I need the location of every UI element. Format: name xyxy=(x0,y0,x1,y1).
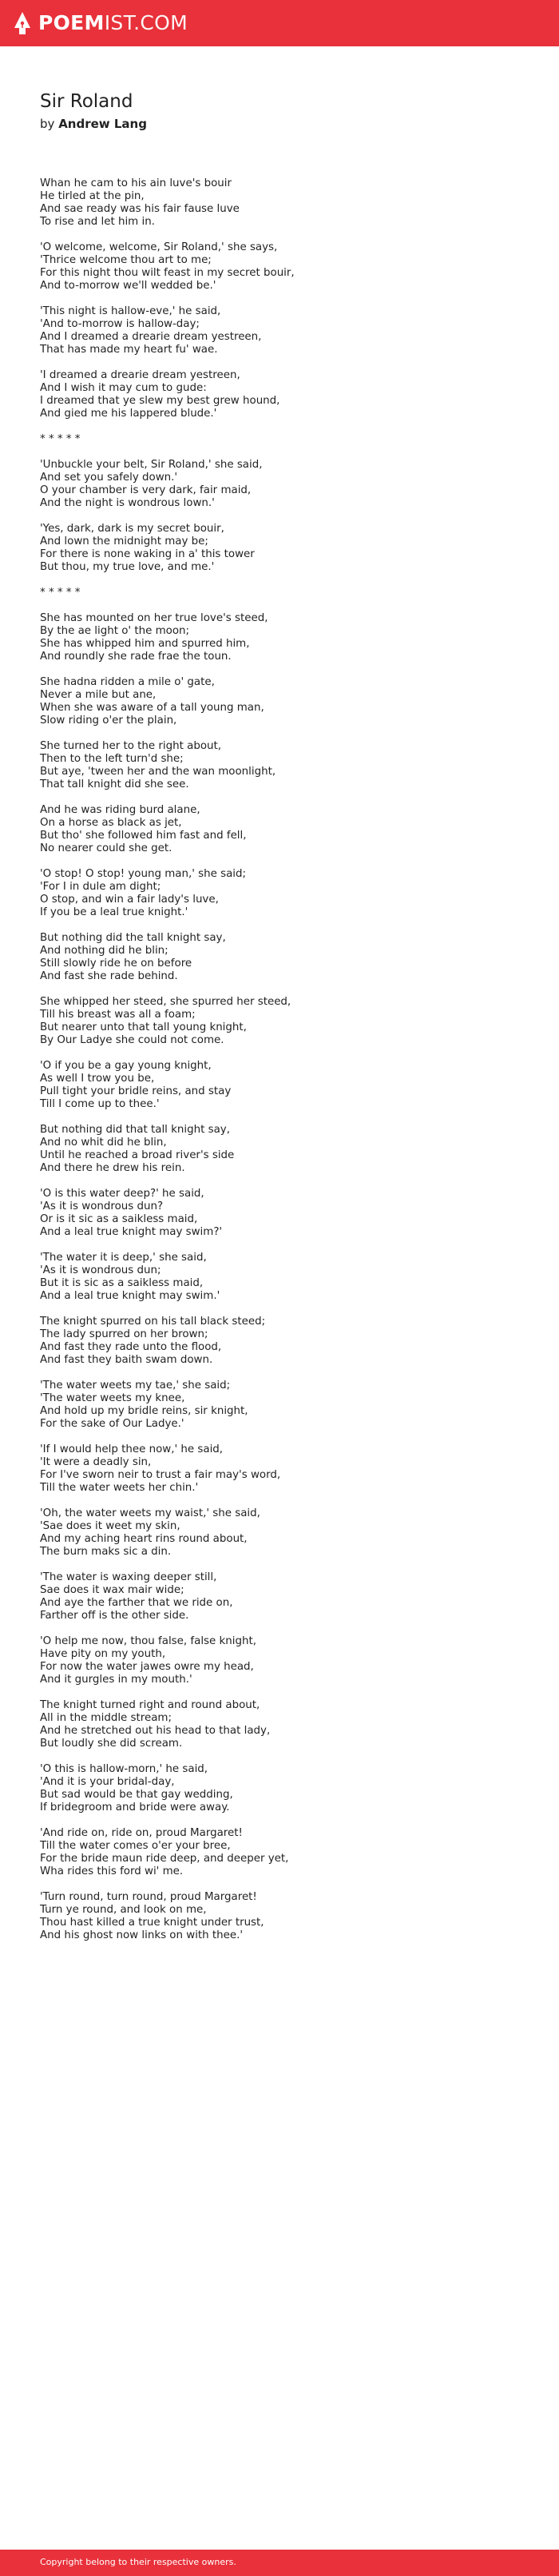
stanza xyxy=(40,740,535,791)
stanza xyxy=(40,1507,535,1559)
poem-line: By the ae light o' the moon; xyxy=(40,625,190,637)
poem-byline xyxy=(40,116,147,132)
poem-line: But nearer unto that tall young knight, xyxy=(40,1021,247,1033)
poem-line: Or is it sic as a saikless maid, xyxy=(40,1213,198,1225)
poem-line: But loudly she did scream. xyxy=(40,1738,183,1750)
poem-line: 'Sae does it weet my skin, xyxy=(40,1520,180,1532)
poem-line: Till the water comes o'er your bree, xyxy=(40,1840,231,1852)
stanza xyxy=(40,996,535,1047)
poem-line: Have pity on my youth, xyxy=(40,1648,166,1660)
poem-line: O stop, and win a fair lady's luve, xyxy=(40,894,219,906)
poem-line: She whipped her steed, she spurred her steed, xyxy=(40,996,291,1008)
poem-line: And a leal true knight may swim?' xyxy=(40,1226,223,1238)
poem-line: 'Turn round, turn round, proud Margaret! xyxy=(40,1891,257,1903)
stanza xyxy=(40,676,535,727)
poem-line: Pull tight your bridle reins, and stay xyxy=(40,1085,232,1097)
poem-line: And to-morrow we'll wedded be.' xyxy=(40,280,216,292)
poem-line: And a leal true knight may swim.' xyxy=(40,1290,220,1302)
poem-line: 'And ride on, ride on, proud Margaret! xyxy=(40,1827,243,1839)
stanza xyxy=(40,523,535,574)
stanza xyxy=(40,1060,535,1111)
poem-line: 'Thrice welcome thou art to me; xyxy=(40,254,212,266)
byline-prefix: by xyxy=(40,117,55,131)
stanza xyxy=(40,868,535,919)
poem-line: 'Oh, the water weets my waist,' she said, xyxy=(40,1507,260,1519)
stanza xyxy=(40,587,535,599)
poem-line: O your chamber is very dark, fair maid, xyxy=(40,484,252,496)
poem-line: Whan he cam to his ain luve's bouir xyxy=(40,177,232,189)
poem-line: 'The water is waxing deeper still, xyxy=(40,1571,217,1583)
poem-line: And lown the midnight may be; xyxy=(40,536,208,547)
stanza xyxy=(40,1380,535,1431)
stanza xyxy=(40,1571,535,1622)
poem-line: For this night thou wilt feast in my secret bouir, xyxy=(40,267,295,279)
poem-line: 'If I would help thee now,' he said, xyxy=(40,1443,224,1455)
site-header xyxy=(0,0,559,46)
stanza xyxy=(40,1827,535,1878)
poem-line: She turned her to the right about, xyxy=(40,740,221,752)
poem-line: 'As it is wondrous dun? xyxy=(40,1200,164,1212)
poem-line: Thou hast killed a true knight under trust, xyxy=(40,1917,264,1929)
poem-line: By Our Ladye she could not come. xyxy=(40,1034,224,1046)
poem-line: Sae does it wax mair wide; xyxy=(40,1584,184,1596)
poem-line: 'O this is hallow-morn,' he said, xyxy=(40,1763,208,1775)
poem-line: And set you safely down.' xyxy=(40,472,178,484)
poem-line: For there is none waking in a' this tower xyxy=(40,548,255,560)
poem-line: And the night is wondrous lown.' xyxy=(40,497,215,509)
poem-line: The burn maks sic a din. xyxy=(40,1546,172,1558)
poem-line: The lady spurred on her brown; xyxy=(40,1328,208,1340)
stanza xyxy=(40,1252,535,1303)
poem-line: When she was aware of a tall young man, xyxy=(40,702,264,714)
poem-line: If bridegroom and bride were away. xyxy=(40,1802,230,1814)
poem-line: And roundly she rade frae the toun. xyxy=(40,651,232,663)
poem-line: 'It were a deadly sin, xyxy=(40,1456,152,1468)
stanza xyxy=(40,932,535,983)
poem-line: She has whipped him and spurred him, xyxy=(40,638,250,650)
stanza xyxy=(40,241,535,293)
brand-name-light: IST.COM xyxy=(104,11,188,34)
poem-line: Until he reached a broad river's side xyxy=(40,1149,235,1161)
poem-line: Slow riding o'er the plain, xyxy=(40,715,177,727)
poem-line: Till I come up to thee.' xyxy=(40,1098,160,1110)
stanza xyxy=(40,1124,535,1175)
poem-line: Still slowly ride he on before xyxy=(40,958,192,969)
poem-line: 'I dreamed a drearie dream yestreen, xyxy=(40,369,240,381)
poem-line: I dreamed that ye slew my best grew hound, xyxy=(40,395,280,407)
poem-line: The knight turned right and round about, xyxy=(40,1699,260,1711)
poem-line: For now the water jawes owre my head, xyxy=(40,1661,254,1673)
poem-line: 'For I in dule am dight; xyxy=(40,881,161,893)
brand-name xyxy=(38,12,188,34)
poem-line: On a horse as black as jet, xyxy=(40,817,182,829)
stanza xyxy=(40,369,535,420)
poem-line: And fast they baith swam down. xyxy=(40,1354,213,1366)
poem-line: And aye the farther that we ride on, xyxy=(40,1597,233,1609)
stanza xyxy=(40,804,535,855)
poem-line: But sad would be that gay wedding, xyxy=(40,1789,233,1801)
stanza xyxy=(40,1188,535,1239)
poem-line: For the bride maun ride deep, and deeper yet, xyxy=(40,1853,289,1865)
poem-line: And his ghost now links on with thee.' xyxy=(40,1929,244,1941)
poem-body xyxy=(40,177,535,1955)
poem-line: 'O help me now, thou false, false knight, xyxy=(40,1635,256,1647)
stanza xyxy=(40,1316,535,1367)
poem-line: 'The water it is deep,' she said, xyxy=(40,1252,207,1264)
poem-line: 'This night is hallow-eve,' he said, xyxy=(40,305,221,317)
poem-line: And there he drew his rein. xyxy=(40,1162,185,1174)
poem-line: 'Unbuckle your belt, Sir Roland,' she said, xyxy=(40,459,263,471)
poem-line: As well I trow you be, xyxy=(40,1073,155,1085)
poem-line: 'As it is wondrous dun; xyxy=(40,1264,161,1276)
brand-name-bold: POEM xyxy=(38,11,105,34)
poem-line: And sae ready was his fair fause luve xyxy=(40,203,240,215)
stanza xyxy=(40,1891,535,1942)
poem-line: For the sake of Our Ladye.' xyxy=(40,1418,184,1430)
poem-line: But tho' she followed him fast and fell, xyxy=(40,830,247,842)
poem-line: To rise and let him in. xyxy=(40,216,155,228)
poem-line: That tall knight did she see. xyxy=(40,778,189,790)
copyright-notice: Copyright belong to their respective owners. xyxy=(40,2557,236,2567)
poem-line: 'O welcome, welcome, Sir Roland,' she says, xyxy=(40,241,278,253)
poem-line: But thou, my true love, and me.' xyxy=(40,561,215,573)
poem-line: Farther off is the other side. xyxy=(40,1610,189,1622)
poem-line: And fast they rade unto the flood, xyxy=(40,1341,222,1353)
poem-line: She has mounted on her true love's steed, xyxy=(40,612,268,624)
poem-line: 'And to-morrow is hallow-day; xyxy=(40,318,200,330)
site-logo[interactable] xyxy=(14,12,188,34)
poem-line: Turn ye round, and look on me, xyxy=(40,1904,207,1916)
poem-line: The knight spurred on his tall black steed; xyxy=(40,1316,266,1328)
stanza xyxy=(40,1443,535,1495)
poem-line: And nothing did he blin; xyxy=(40,945,168,957)
stanza xyxy=(40,1699,535,1750)
poem-line: And it gurgles in my mouth.' xyxy=(40,1674,192,1686)
poem-line: He tirled at the pin, xyxy=(40,190,145,202)
poem-line: But nothing did that tall knight say, xyxy=(40,1124,230,1136)
poem-line: 'The water weets my knee, xyxy=(40,1392,185,1404)
poem-author[interactable]: Andrew Lang xyxy=(58,117,147,131)
poem-line: All in the middle stream; xyxy=(40,1712,172,1724)
poem-line: No nearer could she get. xyxy=(40,842,172,854)
stanza xyxy=(40,612,535,663)
poem-line: And no whit did he blin, xyxy=(40,1137,167,1149)
stanza xyxy=(40,459,535,510)
poem-line: But aye, 'tween her and the wan moonlight, xyxy=(40,766,276,778)
poem-line: For I've sworn neir to trust a fair may's word, xyxy=(40,1469,281,1481)
poem-line: Wha rides this ford wi' me. xyxy=(40,1865,184,1877)
poem-line: And I dreamed a drearie dream yestreen, xyxy=(40,331,262,343)
poem-line: Never a mile but ane, xyxy=(40,689,157,701)
poem-line: But it is sic as a saikless maid, xyxy=(40,1277,204,1289)
poem-line: 'O if you be a gay young knight, xyxy=(40,1060,212,1072)
poem-line: And fast she rade behind. xyxy=(40,970,178,982)
poem-line: And he stretched out his head to that lady, xyxy=(40,1725,271,1737)
stanza xyxy=(40,1763,535,1814)
poem-line: Then to the left turn'd she; xyxy=(40,753,184,765)
poem-line: And hold up my bridle reins, sir knight, xyxy=(40,1405,248,1417)
poem-line: Till the water weets her chin.' xyxy=(40,1482,199,1494)
poem-line: 'Yes, dark, dark is my secret bouir, xyxy=(40,523,224,535)
poem-title: Sir Roland xyxy=(40,91,133,112)
poem-line: That has made my heart fu' wae. xyxy=(40,344,218,356)
poem-line: 'O is this water deep?' he said, xyxy=(40,1188,204,1200)
stanza xyxy=(40,177,535,229)
site-footer xyxy=(0,2550,559,2576)
poem-line: Till his breast was all a foam; xyxy=(40,1009,196,1021)
poem-line: She hadna ridden a mile o' gate, xyxy=(40,676,215,688)
stanza xyxy=(40,305,535,356)
poem-line: If you be a leal true knight.' xyxy=(40,906,188,918)
poem-line: And he was riding burd alane, xyxy=(40,804,200,816)
pen-nib-icon xyxy=(14,12,30,34)
poem-line: 'O stop! O stop! young man,' she said; xyxy=(40,868,247,880)
poem-line: And gied me his lappered blude.' xyxy=(40,408,217,420)
poem-line: * * * * * xyxy=(40,587,81,599)
stanza xyxy=(40,433,535,446)
poem-line: * * * * * xyxy=(40,433,81,445)
poem-line: But nothing did the tall knight say, xyxy=(40,932,226,944)
poem-line: And my aching heart rins round about, xyxy=(40,1533,248,1545)
poem-line: 'The water weets my tae,' she said; xyxy=(40,1380,231,1392)
poem-line: 'And it is your bridal-day, xyxy=(40,1776,175,1788)
stanza xyxy=(40,1635,535,1686)
poem-line: And I wish it may cum to gude: xyxy=(40,382,207,394)
